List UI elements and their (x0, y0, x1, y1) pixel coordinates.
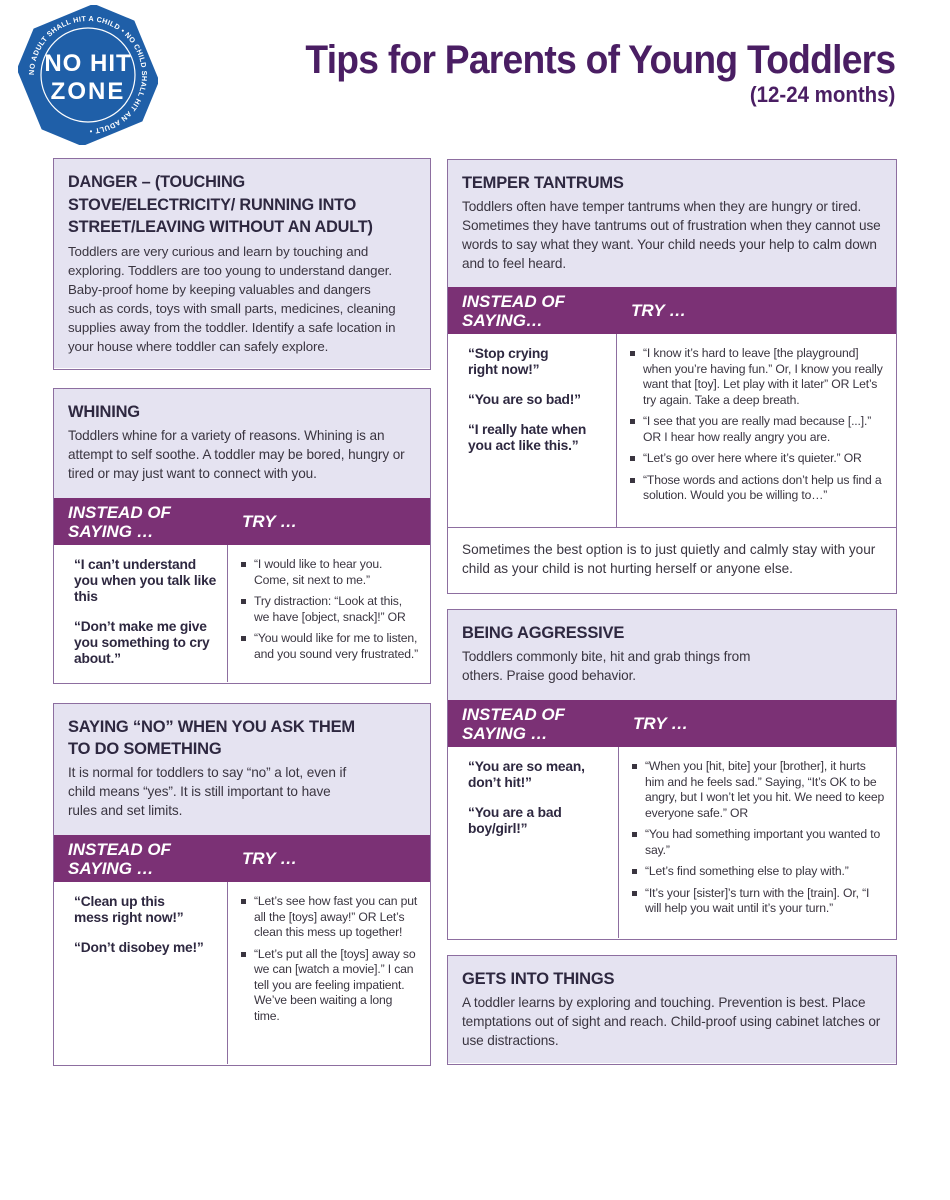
no-hit-zone-logo (18, 5, 158, 145)
whining-title: WHINING (68, 403, 140, 421)
instead-try-bar (54, 498, 430, 545)
page-subtitle: (12-24 months) (749, 82, 895, 107)
page-header (261, 38, 895, 108)
instead-quote: “You are so bad!” (468, 392, 581, 407)
instead-quote: “I really hate when you act like this.” (468, 422, 587, 453)
tantrums-title: TEMPER TANTRUMS (462, 174, 624, 192)
try-item: “Let’s go over here where it’s quieter.” OR (629, 451, 886, 467)
gets-into-title: GETS INTO THINGS (462, 970, 615, 988)
instead-label: INSTEAD OF SAYING … (68, 502, 171, 541)
instead-quote: “You are a bad boy/girl!” (468, 805, 562, 836)
try-item: “It’s your [sister]’s turn with the [train]. Or, “I will help you wait until it’s your turn.” (631, 886, 886, 917)
temper-tantrums-section (447, 159, 897, 594)
instead-try-bar (54, 835, 430, 882)
try-item: “You would like for me to listen, and you sound very frustrated.” (240, 631, 420, 662)
gets-into-body: A toddler learns by exploring and touching. Prevention is best. Place temptations out of sight and reach. Child-proof using cabinet latches or use distractions. (462, 995, 881, 1048)
instead-quote: “Don’t make me give you something to cry about.” (74, 619, 210, 666)
svg-text:NO ADULT SHALL HIT A CHILD • N: NO ADULT SHALL HIT A CHILD • NO CHILD SHALL HIT AN ADULT • (26, 13, 150, 136)
try-item: Try distraction: “Look at this, we have [object, snack]!” OR (240, 594, 420, 625)
danger-body: Toddlers are very curious and learn by touching and exploring. Toddlers are too young to understand danger. Baby-proof home by keeping valuables and dangers such as cords, toys with small parts, medicines, cleaning supplies away from the toddler. Identify a safe location in your house where toddler can safely explore. (68, 243, 396, 354)
instead-quote: “Clean up this mess right now!” (74, 894, 184, 925)
try-item: “You had something important you wanted to say.” (631, 827, 886, 858)
try-label: TRY … (242, 849, 298, 868)
try-label: TRY … (631, 301, 687, 320)
try-item: “Let’s see how fast you can put all the [toys] away!” OR Let’s clean this mess up together! (240, 894, 420, 941)
try-label: TRY … (242, 512, 298, 531)
try-item: “I would like to hear you. Come, sit next to me.” (240, 557, 420, 588)
instead-try-bar (448, 287, 896, 334)
whining-body: Toddlers whine for a variety of reasons. Whining is an attempt to self soothe. A toddler may be bored, hungry or tired or may just want to connect with you. (68, 428, 405, 481)
tantrums-footer: Sometimes the best option is to just quietly and calmly stay with your child as your child is not hurting herself or anyone else. (448, 527, 896, 590)
being-aggressive-section (447, 609, 897, 940)
whining-section (53, 388, 431, 684)
tantrums-body: Toddlers often have temper tantrums when they are hungry or tired. Sometimes they have tantrums out of frustration when they cannot use words to say what they want. Your child needs your help to calm down and to feel heard. (462, 199, 881, 271)
try-item: “I know it’s hard to leave [the playground] when you’re having fun.” Or, I know you really want that [toy]. Let play with it later” OR Let’s try again. Take a deep breath. (629, 346, 886, 408)
instead-quote: “I can’t understand you when you talk like this (74, 557, 217, 604)
instead-quote: “Stop crying right now!” (468, 346, 549, 377)
instead-quote: “Don’t disobey me!” (74, 940, 204, 955)
saying-no-section (53, 703, 431, 1066)
aggressive-title: BEING AGGRESSIVE (462, 624, 625, 642)
try-item: “Those words and actions don’t help us find a solution. Would you be willing to…” (629, 473, 886, 504)
logo-line2: ZONE (50, 78, 126, 105)
instead-label: INSTEAD OF SAYING… (462, 291, 565, 330)
saying-no-body: It is normal for toddlers to say “no” a lot, even if child means “yes”. It is still important to have rules and set limits. (68, 765, 347, 818)
gets-into-things-section (447, 955, 897, 1065)
logo-line1: NO HIT (44, 50, 132, 77)
danger-title: DANGER – (TOUCHING STOVE/ELECTRICITY/ RUNNING INTO STREET/LEAVING WITHOUT AN ADULT) (68, 173, 373, 236)
octagon-badge-icon (18, 5, 158, 145)
try-item: “When you [hit, bite] your [brother], it hurts him and he feels sad.” Saying, “It’s OK to be angry, but I won’t let you hit. We need to keep everyone safe.” OR (631, 759, 886, 821)
try-item: “Let’s put all the [toys] away so we can [watch a movie].” I can tell you are feeling impatient. We’ve been waiting a long time. (240, 947, 420, 1025)
try-item: “I see that you are really mad because [...].” OR I hear how really angry you are. (629, 414, 886, 445)
page-title: Tips for Parents of Young Toddlers (305, 38, 895, 82)
instead-quote: “You are so mean, don’t hit!” (468, 759, 585, 790)
danger-section (53, 158, 431, 370)
instead-try-bar (448, 700, 896, 747)
aggressive-body: Toddlers commonly bite, hit and grab things from others. Praise good behavior. (462, 649, 751, 683)
try-item: “Let’s find something else to play with.” (631, 864, 886, 880)
saying-no-title: SAYING “NO” WHEN YOU ASK THEM TO DO SOMETHING (68, 718, 355, 758)
instead-label: INSTEAD OF SAYING … (68, 839, 171, 878)
instead-label: INSTEAD OF SAYING … (462, 704, 565, 743)
try-label: TRY … (633, 714, 689, 733)
